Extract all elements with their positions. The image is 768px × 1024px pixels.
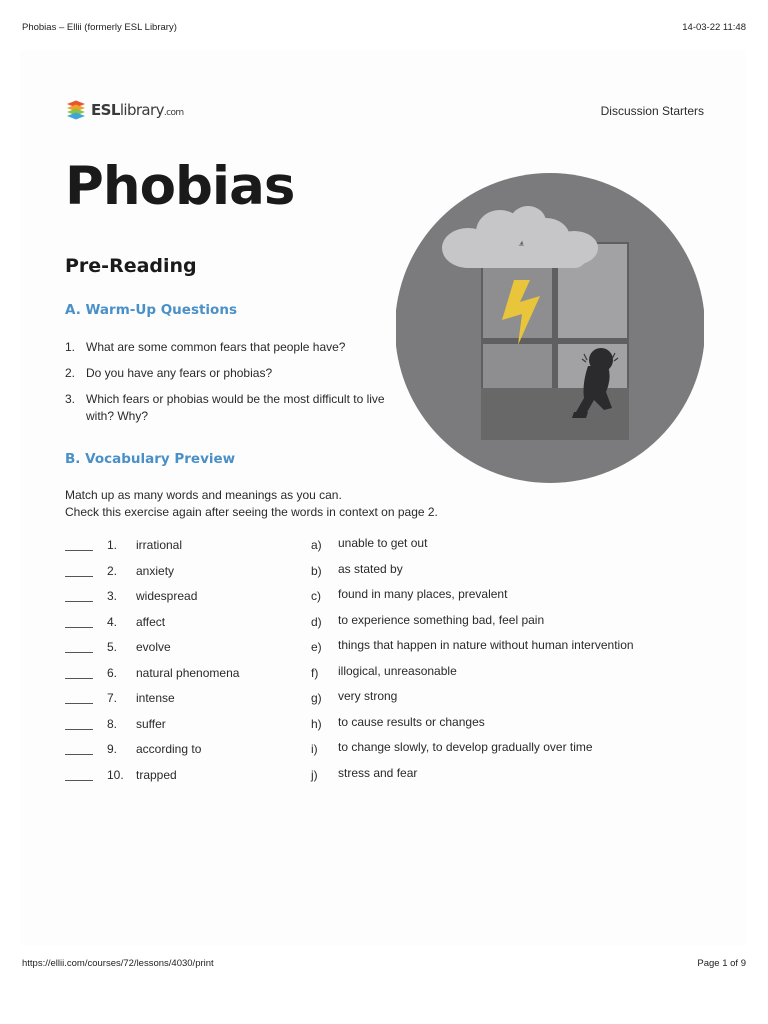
vocab-word: widespread: [136, 589, 198, 603]
warmup-question: [65, 365, 385, 382]
meaning-letter: a): [311, 538, 322, 552]
vocab-row: [65, 536, 705, 562]
vocab-meaning: very strong: [338, 689, 398, 703]
meaning-letter: g): [311, 691, 322, 705]
question-number: 1.: [65, 340, 76, 354]
vocab-word: natural phenomena: [136, 665, 240, 680]
answer-blank[interactable]: [65, 601, 93, 602]
vocab-row: [65, 587, 705, 613]
meaning-letter: e): [311, 640, 322, 654]
vocab-row: [65, 740, 705, 766]
question-number: 3.: [65, 392, 76, 406]
vocab-word: affect: [136, 614, 166, 629]
print-footer: [22, 958, 746, 972]
question-text: What are some common fears that people have?: [86, 340, 346, 354]
vocab-meaning: illogical, unreasonable: [338, 663, 457, 678]
vocab-row: [65, 766, 705, 792]
vocab-instructions: [65, 487, 438, 521]
warmup-question: [65, 339, 385, 356]
answer-blank[interactable]: [65, 729, 93, 730]
vocab-word: suffer: [136, 716, 166, 731]
word-number: 1.: [107, 538, 118, 552]
answer-blank[interactable]: [65, 678, 93, 679]
warmup-question-list: [65, 339, 385, 434]
vocab-row: [65, 613, 705, 639]
meaning-letter: h): [311, 716, 322, 731]
vocab-matching-list: [65, 536, 705, 791]
vocab-meaning: unable to get out: [338, 536, 428, 550]
vocab-word: trapped: [136, 767, 177, 782]
word-number: 6.: [107, 665, 118, 680]
vocab-row: [65, 689, 705, 715]
word-number: 8.: [107, 716, 118, 731]
question-text: Do you have any fears or phobias?: [86, 366, 273, 380]
answer-blank[interactable]: [65, 627, 93, 628]
section-heading: Pre-Reading: [65, 255, 197, 277]
vocab-row: [65, 638, 705, 664]
word-number: 7.: [107, 691, 118, 705]
logo-text: [91, 101, 184, 119]
logo-brand: ESL: [91, 101, 120, 119]
print-url: https://ellii.com/courses/72/lessons/4030/print: [22, 958, 214, 969]
meaning-letter: i): [311, 742, 318, 756]
print-datetime: 14-03-22 11:48: [682, 22, 746, 33]
vocab-word: intense: [136, 691, 175, 705]
meaning-letter: c): [311, 589, 321, 603]
meaning-letter: f): [311, 665, 319, 680]
document-page: [20, 50, 746, 945]
answer-blank[interactable]: [65, 754, 93, 755]
warmup-heading: A. Warm-Up Questions: [65, 302, 237, 318]
question-number: 2.: [65, 366, 76, 380]
series-label: Discussion Starters: [600, 104, 704, 118]
vocab-row: [65, 715, 705, 741]
answer-blank[interactable]: [65, 576, 93, 577]
meaning-letter: j): [311, 767, 318, 782]
instructions-line-2: Check this exercise again after seeing the words in context on page 2.: [65, 505, 438, 519]
answer-blank[interactable]: [65, 550, 93, 551]
answer-blank[interactable]: [65, 703, 93, 704]
vocab-meaning: stress and fear: [338, 765, 418, 780]
vocab-meaning: as stated by: [338, 561, 403, 576]
esl-library-logo-icon: [65, 99, 87, 121]
meaning-letter: b): [311, 563, 322, 578]
word-number: 9.: [107, 742, 118, 756]
page-title-print: Phobias – Ellii (formerly ESL Library): [22, 22, 177, 33]
meaning-letter: d): [311, 614, 322, 629]
vocab-row: [65, 562, 705, 588]
logo-library: library: [119, 101, 164, 119]
logo-com: .com: [163, 108, 184, 118]
vocab-word: anxiety: [136, 563, 175, 578]
vocab-meaning: to experience something bad, feel pain: [338, 612, 545, 627]
question-text: Which fears or phobias would be the most difficult to live with? Why?: [86, 392, 385, 423]
word-number: 4.: [107, 614, 118, 629]
word-number: 5.: [107, 640, 118, 654]
word-number: 2.: [107, 563, 118, 578]
vocab-meaning: things that happen in nature without human intervention: [338, 638, 634, 652]
esl-library-logo: [65, 97, 184, 123]
answer-blank[interactable]: [65, 652, 93, 653]
answer-blank[interactable]: [65, 780, 93, 781]
lesson-title: Phobias: [65, 156, 295, 217]
vocab-row: [65, 664, 705, 690]
page-indicator: Page 1 of 9: [697, 958, 746, 969]
vocab-word: according to: [136, 742, 202, 756]
vocab-meaning: to cause results or changes: [338, 714, 485, 729]
vocab-meaning: found in many places, prevalent: [338, 587, 508, 601]
vocab-word: irrational: [136, 538, 183, 552]
vocab-meaning: to change slowly, to develop gradually over time: [338, 740, 593, 754]
vocab-word: evolve: [136, 640, 171, 654]
instructions-line-1: Match up as many words and meanings as you can.: [65, 488, 342, 502]
word-number: 3.: [107, 589, 118, 603]
storm-window-illustration: [396, 170, 704, 486]
vocab-heading: B. Vocabulary Preview: [65, 451, 236, 467]
warmup-question: [65, 391, 385, 425]
print-header: [22, 22, 746, 36]
word-number: 10.: [107, 767, 124, 782]
